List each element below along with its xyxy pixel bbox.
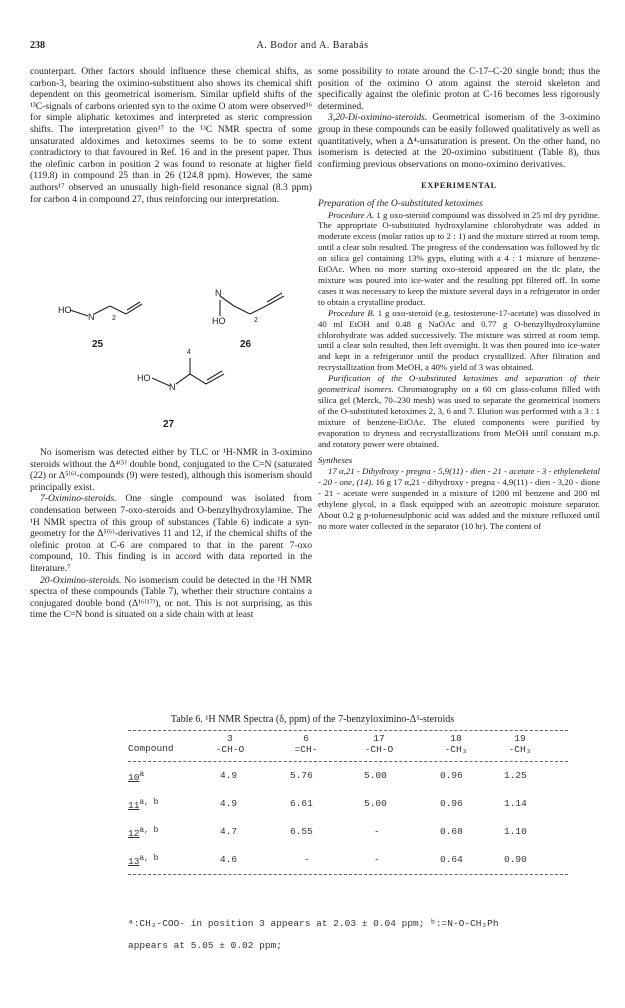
value-cell: 0.68 <box>440 826 463 837</box>
preparation-heading: Preparation of the O-substituted ketoximes <box>318 197 483 209</box>
bond-line <box>110 306 126 314</box>
procedure-a-title: Procedure A. <box>328 209 375 220</box>
compound-superscript: a, b <box>139 826 159 835</box>
page-header <box>30 40 595 54</box>
value-cell: 4.6 <box>220 854 238 865</box>
value-cell: 1.14 <box>504 798 527 809</box>
section-title-7-oximino: 7-Oximino-steroids. <box>40 493 117 505</box>
col-header-num: 17 <box>373 733 385 744</box>
compound-superscript: a <box>139 770 145 779</box>
right-column <box>318 66 600 532</box>
value-cell: - <box>374 826 380 837</box>
value-cell: 0.64 <box>440 854 463 865</box>
bond-line <box>176 374 190 384</box>
value-cell: 4.7 <box>220 826 238 837</box>
col-header-group: =CH- <box>294 744 318 755</box>
compound-number: 13 <box>128 856 140 868</box>
atom-label-ho: HO <box>137 373 151 383</box>
atom-label-n: N <box>169 382 176 392</box>
right-paragraph-2-body: Geometrical isomerism of the 3-oximino group in these compounds can be easily followed qualitatively as well as quantitatively, when a Δ⁴-unsaturation is present. On the other hand, no isomerism is detected at the 20-oximino substituent (Table 8), thus confirming previous observations on mono-oximino derivatives. <box>318 112 600 170</box>
table-row <box>128 818 568 846</box>
bond-line <box>70 310 88 316</box>
bond-line <box>250 306 266 314</box>
col-header-num: 3 <box>227 733 233 744</box>
value-cell: 4.9 <box>220 770 238 781</box>
value-cell: 5.00 <box>364 798 387 809</box>
procedure-a <box>318 210 600 308</box>
bond-line <box>152 378 170 386</box>
synthesis-14 <box>318 466 600 531</box>
synthesis-14-body: 16 g 17 α,21 - dihydroxy - pregna - 4,9(11) - dien - 3,20 - dione - 21 - acetate were suspended in a mixture of 1200 ml benzene and 200 ml ethylene glycol, in a flask equipped with an azeotropic moisture separator. About 0.2 g p-toluenesulphonic acid was added and the mixture refluxed until no more water collected in the separator (10 hr). The content of <box>318 477 600 531</box>
left-paragraph-1: counterpart. Other factors should influence these chemical shifts, as carbon-3, bearing the oximino-substituent also shows its chemical shift dependent on this geometrical isomerism. Similar upfield shifts of the ¹³C-signals of carbons oriented syn to the oxime O atom were observed¹⁶ for simple aliphatic ketoximes and interpreted as steric compression shifts. The interpretation given¹⁷ to the ¹³C NMR spectra of some unsaturated aldoximes and ketoximes seems to be to some extent contradictory to that favoured in Ref. 16 and in the present paper. Thus the olefinic carbon in position 2 was found to resonate at higher field (119.8) in compound 25 than in 26 (124.8 ppm). However, the same authors¹⁷ observed an unusually high-field resonance signal (8.3 ppm) for carbon 4 in compound 27, thus reinforcing our interpretation. <box>30 66 312 205</box>
page-number: 238 <box>30 40 45 51</box>
compound-cell <box>128 798 158 811</box>
left-column-top <box>30 66 312 205</box>
value-cell: 1.25 <box>504 770 527 781</box>
compound-superscript: a, b <box>139 854 159 863</box>
atom-label-n: N <box>88 312 95 322</box>
carbon-number: 2 <box>112 315 116 322</box>
compound-number: 11 <box>128 800 140 812</box>
compound-superscript: a, b <box>139 798 159 807</box>
table-footnote-line2: appears at 5.05 ± 0.02 ppm; <box>128 940 282 951</box>
table-header-row <box>128 731 568 761</box>
compound-cell <box>128 826 158 839</box>
table-row <box>128 846 568 874</box>
value-cell: 0.96 <box>440 770 463 781</box>
value-cell: - <box>304 854 310 865</box>
purification <box>318 373 600 449</box>
value-cell: 0.96 <box>440 798 463 809</box>
value-cell: 6.61 <box>290 798 313 809</box>
right-paragraph-1: some possibility to rotate around the C-17–C-20 single bond; thus the position of the oximino O atom against the steroid skeleton and specifically against the olefinic proton at C-16 becomes less rigorously determined. <box>318 66 600 112</box>
table-row <box>128 762 568 790</box>
value-cell: 6.55 <box>290 826 313 837</box>
compound-number: 12 <box>128 828 140 840</box>
value-cell: 0.90 <box>504 854 527 865</box>
compound-cell <box>128 770 144 783</box>
left-paragraph-4-body: No isomerism could be detected in the ¹H NMR spectra of these compounds (Table 7), whether their structure contains a conjugated double bond (Δ¹⁶⁽¹⁷⁾), or not. This is not surprising, as this time the C=N bond is situated on a side chain with at least <box>30 574 312 621</box>
bond-line <box>94 306 110 314</box>
procedure-a-body: 1 g oxo-steroid compound was dissolved in 25 ml dry pyridine. The appropriate O-substituted hydroxylamine chlorohydrate was added in moderate excess (molar ratios up to 2 : 1) and the mixture stirred at room temp. until a clear soln resulted. The progress of the condensation was followed by tlc on silica gel containing 13% gyps, eluting with a 4 : 1 mixture of benzene-EtOAc. When no more starting oxo-steroid appeared on the tlc plate, the mixture was poured into ice-water and the resulting ppt filtered off. In some cases it was necessary to keep the mixture several days in a refrigerator in order to obtain a crystalline product. <box>318 209 601 307</box>
compound-cell <box>128 854 158 867</box>
purification-title: Purification of the O-substituted ketoximes and separation of their geometrical isomers. <box>318 373 600 395</box>
synthesis-14-title: 17 α,21 - Dihydroxy - pregna - 5,9(11) - dien - 21 - acetate - 3 - ethyleneketal - 20 - one, (14). <box>318 466 600 488</box>
experimental-heading: EXPERIMENTAL <box>421 181 497 191</box>
col-header-num: 19 <box>514 733 526 744</box>
bond-line <box>220 296 234 306</box>
procedure-b <box>318 308 600 373</box>
right-paragraph-2 <box>318 112 600 170</box>
col-header-group: -CH-O <box>364 744 394 755</box>
compound-label-27: 27 <box>163 419 175 430</box>
footnote-b: ᵇ:=N-O-CH₂Ph <box>430 918 499 929</box>
bond-line <box>234 306 250 314</box>
table-caption: Table 6. ¹H NMR Spectra (δ, ppm) of the 7-benzyloximino-Δ⁵-steroids <box>170 714 455 725</box>
table-footnote <box>128 918 598 929</box>
atom-label-ho: HO <box>212 316 226 326</box>
value-cell: 1.10 <box>504 826 527 837</box>
value-cell: 5.00 <box>364 770 387 781</box>
section-title-di-oximino: 3,20-Di-oximino-steroids. <box>328 112 428 124</box>
col-header-num: 6 <box>303 733 309 744</box>
left-paragraph-3 <box>30 493 312 574</box>
value-cell: 5.76 <box>290 770 313 781</box>
col-header-group: -CH₃ <box>444 744 468 755</box>
left-paragraph-2: No isomerism was detected either by TLC or ¹H-NMR in 3-oximino steroids without the Δ⁴⁽⁵⁾ double bond, conjugated to the C=N (saturated (22) or Δ⁵⁽⁶⁾-compounds (9) were tested), although this isomerism should principally exist. <box>30 447 312 493</box>
col-header-group: -CH₃ <box>508 744 532 755</box>
table-row <box>128 790 568 818</box>
col-header-group: -CH-O <box>215 744 245 755</box>
left-paragraph-4 <box>30 575 312 621</box>
col-header-num: 18 <box>450 733 462 744</box>
atom-label-ho: HO <box>58 305 72 315</box>
left-column-bottom <box>30 447 312 621</box>
procedure-b-title: Procedure B. <box>328 307 375 318</box>
value-cell: - <box>374 854 380 865</box>
atom-label-n: N <box>215 288 222 298</box>
section-title-20-oximino: 20-Oximino-steroids. <box>40 574 122 586</box>
bond-line <box>190 374 206 384</box>
nmr-table <box>128 730 568 875</box>
procedure-b-body: 1 g oxo-steroid (e.g. testosterone-17-acetate) was dissolved in 40 ml EtOH and 0.48 g NaOAc and 0.77 g O-benzylhydroxylamine chlorohydrate was added successively. The mixture was stirred at room temp. until a clear soln resulted, then left overnight. It was then poured into ice-water and kept in a refrigerator until the product crystallized. After filtration and recrystallization from MeOH, a 40% yield of 3 was obtained. <box>318 307 601 373</box>
footnote-a: ᵃ:CH₃-COO- in position 3 appears at 2.03 ± 0.04 ppm; <box>128 918 425 929</box>
left-paragraph-3-body: One single compound was isolated from condensation between 7-oxo-steroids and O-benzylhydroxylamine. The ¹H NMR spectra of this group of substances (Table 6) indicate a syn-geometry for the Δ⁵⁽⁶⁾-derivatives 11 and 12, if the chemical shifts of the olefinic proton at C-6 are compared to that in the parent 7-oxo compound, 10. This finding is in accord with data reported in the literature.⁷ <box>30 493 312 574</box>
syntheses-heading: Syntheses <box>318 455 353 466</box>
purification-body: Chromatography on a 60 cm glass-column filled with silica gel (Merck, 70–230 mesh) was used to separate the geometrical isomers of the O-substituted ketoximes 2, 3, 6 and 7. Elution was performed with a 3 : 1 mixture of benzene-EtOAc. The eluted components were purified by evaporation to dryness and recrystallizations from MeOH until constant m.p. and rotatory power were obtained. <box>318 384 600 449</box>
col-header-compound: Compound <box>128 743 174 754</box>
compound-number: 10 <box>128 772 140 784</box>
carbon-number: 4 <box>187 349 191 356</box>
table-rule <box>128 874 568 875</box>
chemical-structures <box>30 288 312 438</box>
compound-label-25: 25 <box>92 339 104 350</box>
compound-label-26: 26 <box>240 339 252 350</box>
carbon-number: 2 <box>254 317 258 324</box>
value-cell: 4.9 <box>220 798 238 809</box>
running-authors: A. Bodor and A. Barabás <box>256 40 369 51</box>
